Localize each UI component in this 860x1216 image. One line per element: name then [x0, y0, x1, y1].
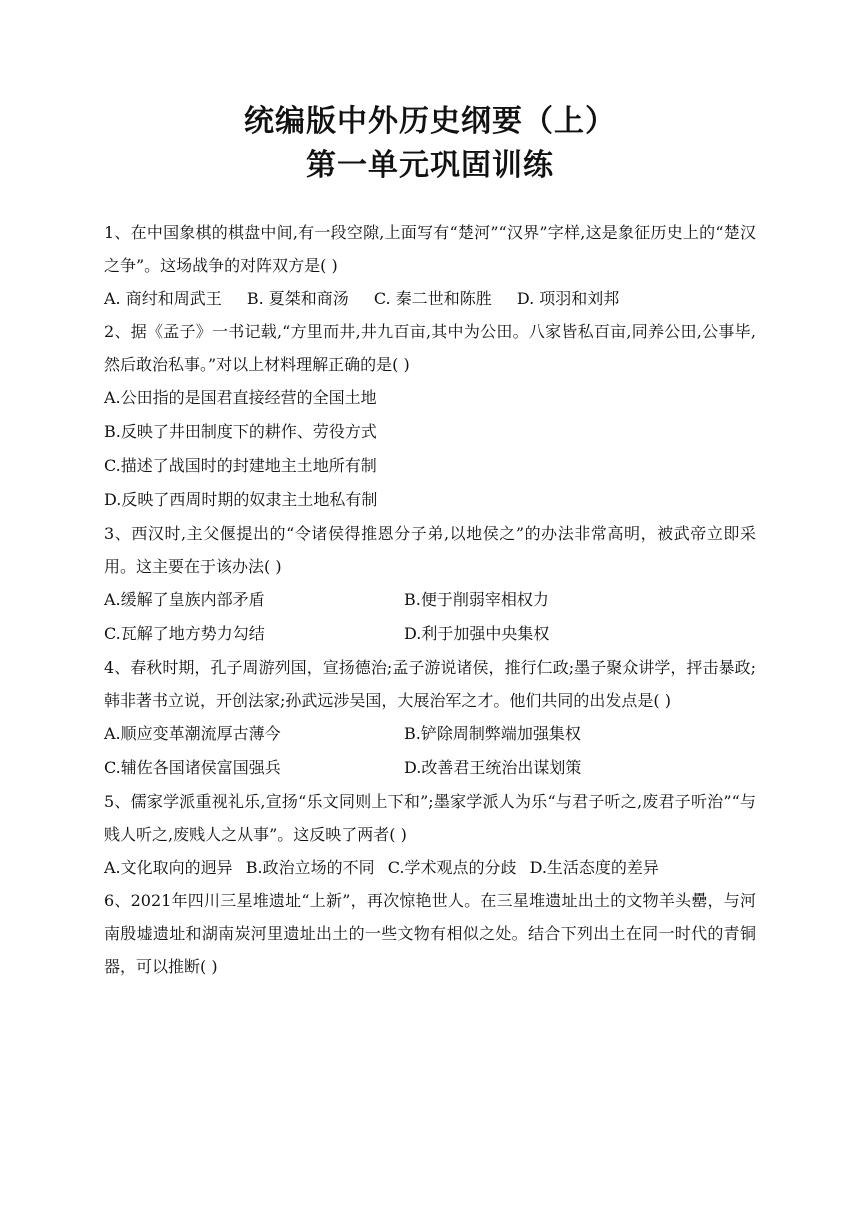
document-page — [104, 100, 756, 983]
option-c: C.描述了战国时的封建地主土地所有制 — [104, 456, 377, 475]
question-1 — [104, 216, 756, 315]
option-c: C.瓦解了地方势力勾结 — [104, 624, 265, 643]
question-3 — [104, 517, 756, 651]
question-options — [104, 282, 756, 315]
option-a: A.文化取向的迥异 — [104, 858, 233, 877]
option-a: A.顺应变革潮流厚古薄今 — [104, 724, 281, 743]
option-a: A.公田指的是国君直接经营的全国土地 — [104, 388, 377, 407]
option-a: A.缓解了皇族内部矛盾 — [104, 590, 265, 609]
option-d: D. 项羽和刘邦 — [516, 289, 620, 308]
question-stem: 4、春秋时期，孔子周游列国，宣扬德治;孟子游说诸侯，推行仁政;墨子聚众讲学，抨击暴政;韩非著书立说，开创法家;孙武远涉吴国，大展治军之才。他们共同的出发点是( ) — [104, 658, 756, 710]
question-options — [104, 717, 756, 785]
question-stem: 5、儒家学派重视礼乐,宣扬“乐文同则上下和”;墨家学派人为乐“与君子听之,废君子听治”“与贱人听之,废贱人之从事”。这反映了两者( ) — [104, 792, 756, 844]
question-options — [104, 583, 756, 651]
question-4 — [104, 651, 756, 785]
option-d: D.改善君王统治出谋划策 — [404, 758, 582, 777]
option-b: B.便于削弱宰相权力 — [404, 590, 549, 609]
question-2 — [104, 315, 756, 517]
option-b: B.政治立场的不同 — [245, 858, 375, 877]
option-b: B.反映了井田制度下的耕作、劳役方式 — [104, 422, 377, 441]
question-5 — [104, 785, 756, 884]
option-a: A. 商纣和周武王 — [104, 289, 222, 308]
question-6 — [104, 884, 756, 983]
question-stem: 3、西汉时,主父偃提出的“令诸侯得推恩分子弟,以地侯之”的办法非常高明，被武帝立即采用。这主要在于该办法( ) — [104, 524, 756, 576]
option-c: C.辅佐各国诸侯富国强兵 — [104, 758, 281, 777]
question-stem: 1、在中国象棋的棋盘中间,有一段空隙,上面写有“楚河”“汉界”字样,这是象征历史上的“楚汉之争”。这场战争的对阵双方是( ) — [104, 223, 756, 275]
option-c: C.学术观点的分歧 — [387, 858, 517, 877]
document-subtitle: 第一单元巩固训练 — [306, 148, 554, 183]
option-b: B. 夏桀和商汤 — [246, 289, 349, 308]
option-c: C. 秦二世和陈胜 — [373, 289, 492, 308]
question-stem: 2、据《孟子》一书记载,“方里而井,井九百亩,其中为公田。八家皆私百亩,同养公田,公事毕,然后敢治私事。”对以上材料理解正确的是( ) — [104, 322, 756, 374]
option-d: D.利于加强中央集权 — [404, 624, 550, 643]
option-b: B.铲除周制弊端加强集权 — [404, 724, 581, 743]
question-options — [104, 851, 756, 884]
option-d: D.反映了西周时期的奴隶主土地私有制 — [104, 490, 378, 509]
option-d: D.生活态度的差异 — [529, 858, 659, 877]
question-stem: 6、2021年四川三星堆遗址“上新”，再次惊艳世人。在三星堆遗址出土的文物羊头罍，与河南殷墟遗址和湖南炭河里遗址出土的一些文物有相似之处。结合下列出土在同一时代的青铜器，可以推断( ) — [104, 891, 756, 976]
document-title: 统编版中外历史纲要（上） — [244, 104, 616, 139]
